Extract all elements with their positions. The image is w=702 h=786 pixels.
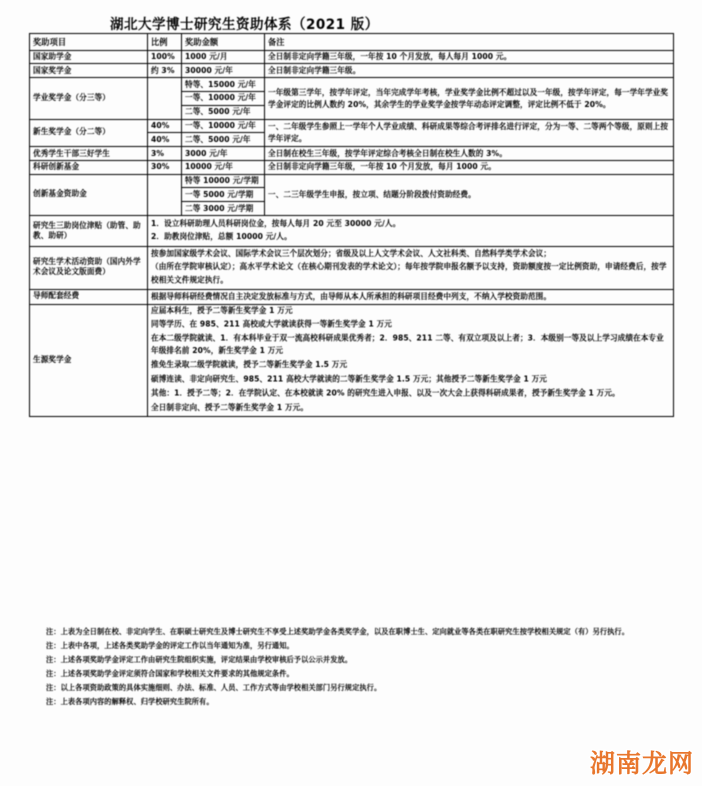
- footnotes: [29, 625, 677, 709]
- column-header-amount: 奖助金额: [182, 33, 265, 50]
- row-note: 一年级第三学年，按学年评定，当年完成学年考核，学业奖学金比例不超过以及一年级，按学年评定，每一学年学业奖学金评定的比例人数约 20%，其余学生的学业奖学金按学年动态评定调整，评定比例不低于 20%。: [265, 77, 674, 119]
- row-ratio: 100%: [148, 50, 182, 64]
- row-item-label: 研究生三助岗位津贴（助管、助教、助研）: [30, 215, 148, 246]
- site-watermark: [590, 744, 694, 780]
- row-note: [148, 303, 674, 417]
- footnote-item: 注：上表中各项，上述各类奖助学金的评定工作以当年通知为准，另行通知。: [46, 641, 294, 651]
- note-line: 其他：1．授予二等；2．在学院认定、在本校就读 20% 的研究生进入申报、以及一次大会上获得科研成果者，授予新生奖学金 1 万元。: [151, 388, 620, 398]
- table-header-row: [30, 34, 674, 51]
- note-line: 推免生录取二级学院就读，授予二等新生奖学金 1.5 万元: [151, 360, 348, 370]
- note-line: 同等学历、在 985、211 高校或大学就读获得一等新生奖学金 1 万元: [151, 319, 393, 329]
- page-title: 湖北大学博士研究生资助体系（2021 版）: [110, 16, 379, 34]
- table-row: [30, 246, 674, 289]
- note-line: 应届本科生，授予二等新生奖学金 1 万元: [151, 305, 293, 315]
- note-line: 按参加国家级学术会议、国际学术会议三个层次划分；省级及以上人文学术会议、人文社科类、自然科学类学术会议；: [151, 248, 552, 258]
- row-note: 一、二年级学生参照上一学年个人学业成绩、科研成果等综合考评排名进行评定，分为一等、二等两个等级，原则上按学年评定。: [265, 119, 674, 147]
- row-amount: 特等、15000 元/年: [182, 78, 265, 92]
- row-item-label: 新生奖学金（分二等）: [30, 119, 148, 147]
- row-note: 全日制非定向学籍三年级。: [265, 64, 674, 78]
- row-amount: 一等、10000 元/年: [182, 91, 265, 105]
- row-ratio: 30%: [148, 160, 182, 174]
- table-row: [30, 216, 674, 247]
- table-row: [30, 50, 674, 64]
- footnote-item: 注：上述各项奖助学金评定须符合国家和学校相关文件要求的其他规定条件。: [46, 669, 294, 679]
- row-amount: 1000 元/月: [182, 50, 265, 64]
- row-item-label: 研究生学术活动资助（国内外学术会议及论文版面费）: [30, 246, 148, 290]
- row-amount: 一等、10000 元/年: [182, 119, 265, 133]
- footnote-item: 注：上述各项奖助学金评定工作由研究生院组织实施，评定结果由学校审核后予以公示并发放。: [46, 655, 353, 665]
- row-note: 根据导师科研经费情况自主决定发放标准与方式，由导师从本人所承担的科研项目经费中列支，不纳入学校资助范围。: [148, 289, 674, 305]
- row-note: [148, 215, 674, 246]
- row-amount: 一等 5000 元/学期: [182, 188, 265, 202]
- row-ratio: [148, 174, 182, 216]
- table-row: [30, 78, 674, 92]
- table-row: [30, 160, 674, 174]
- row-note: 全日制在校生三年级，按学年评定综合考核全日制在校生人数的 3%。: [265, 146, 674, 160]
- row-amount: 特等 10000 元/学期: [182, 174, 265, 188]
- note-line: 硕博连读、非定向研究生、985、211 高校大学就读的二等新生奖学金 1.5 万元；其他授予二等新生奖学金 1 万元: [151, 374, 547, 384]
- row-amount: 二等、5000 元/年: [182, 105, 265, 119]
- note-line: 1．设立科研助理人员科研岗位金，按每人每月 20 元至 30000 元/人。: [151, 217, 401, 227]
- note-line: （由所在学院审核认定）；高水平学术论文（在核心期刊发表的学术论文）；每年按学院申报名额予以支持，资助额度按一定比例资助，申请经费后，按学校相关文件规定执行。: [151, 262, 667, 285]
- row-item-label: 优秀学生干部三好学生: [30, 146, 148, 160]
- funding-table: [29, 33, 674, 417]
- table-row: [30, 174, 674, 188]
- watermark-text: 湖南龙网: [589, 749, 694, 778]
- row-item-label: 国家奖学金: [30, 64, 148, 78]
- footnote-item: 注：上表各项内容的解释权、归学校研究生院所有。: [46, 697, 214, 707]
- row-amount: 3000 元/年: [182, 146, 265, 160]
- row-item-label: 国家助学金: [30, 50, 148, 64]
- row-ratio: [148, 77, 182, 119]
- row-item-label: 导师配套经费: [30, 289, 148, 305]
- row-note: 一、二三年级学生申报，按立项、结题分阶段拨付资助经费。: [265, 174, 674, 216]
- footnote-item: 注：以上各项资助政策的具体实施细则、办法、标准、人员、工作方式等由学校相关部门另行规定执行。: [46, 683, 382, 693]
- footnote-item: 注：上表为全日制在校、非定向学生、在职硕士研究生及博士研究生不享受上述奖助学金各类奖学金，以及在职博士生、定向就业等各类在职研究生按学校相关规定（有）另行执行。: [46, 627, 630, 636]
- row-ratio: 40%: [148, 133, 182, 147]
- note-line: 2．助教岗位津贴，总额 10000 元/人。: [151, 231, 292, 242]
- row-amount: 二等 3000 元/学期: [182, 202, 265, 216]
- column-header-note: 备注: [265, 33, 674, 50]
- row-amount: 10000 元/年: [182, 160, 265, 174]
- row-note: [148, 246, 674, 290]
- row-ratio: 40%: [148, 119, 182, 133]
- note-line: 全日制非定向、授予二等新生奖学金 1 万元。: [151, 402, 309, 412]
- row-note: 全日制非定向学籍三年级，一年按 10 个月发放，每人每月 1000 元。: [265, 50, 674, 64]
- table-row: [30, 64, 674, 78]
- note-line: 在本二级学院就读、1．有本科毕业于双一流高校科研成果优秀者；2．985、211 二等、有双立项及以上者；3．本级别一等及以上学习成绩在本专业年级排名前 20%，新生奖学金 1 万元: [151, 333, 664, 356]
- table-row: [30, 304, 674, 416]
- row-item-label: 生源奖学金: [30, 303, 148, 417]
- table-row: [30, 119, 674, 133]
- row-amount: 30000 元/年: [182, 64, 265, 78]
- column-header-ratio: 比例: [148, 33, 182, 50]
- row-item-label: 学业奖学金（分三等）: [30, 77, 148, 119]
- row-item-label: 科研创新基金: [30, 160, 148, 174]
- row-ratio: 3%: [148, 146, 182, 160]
- row-ratio: 约 3%: [148, 64, 182, 78]
- table-row: [30, 147, 674, 161]
- column-header-item: 奖助项目: [30, 33, 148, 50]
- row-item-label: 创新基金资助金: [30, 174, 148, 216]
- row-note: 全日制非定向学籍三年级，一年按 10 个月发放，每月 1000 元。: [265, 160, 674, 174]
- row-amount: 二等、5000 元/年: [182, 133, 265, 147]
